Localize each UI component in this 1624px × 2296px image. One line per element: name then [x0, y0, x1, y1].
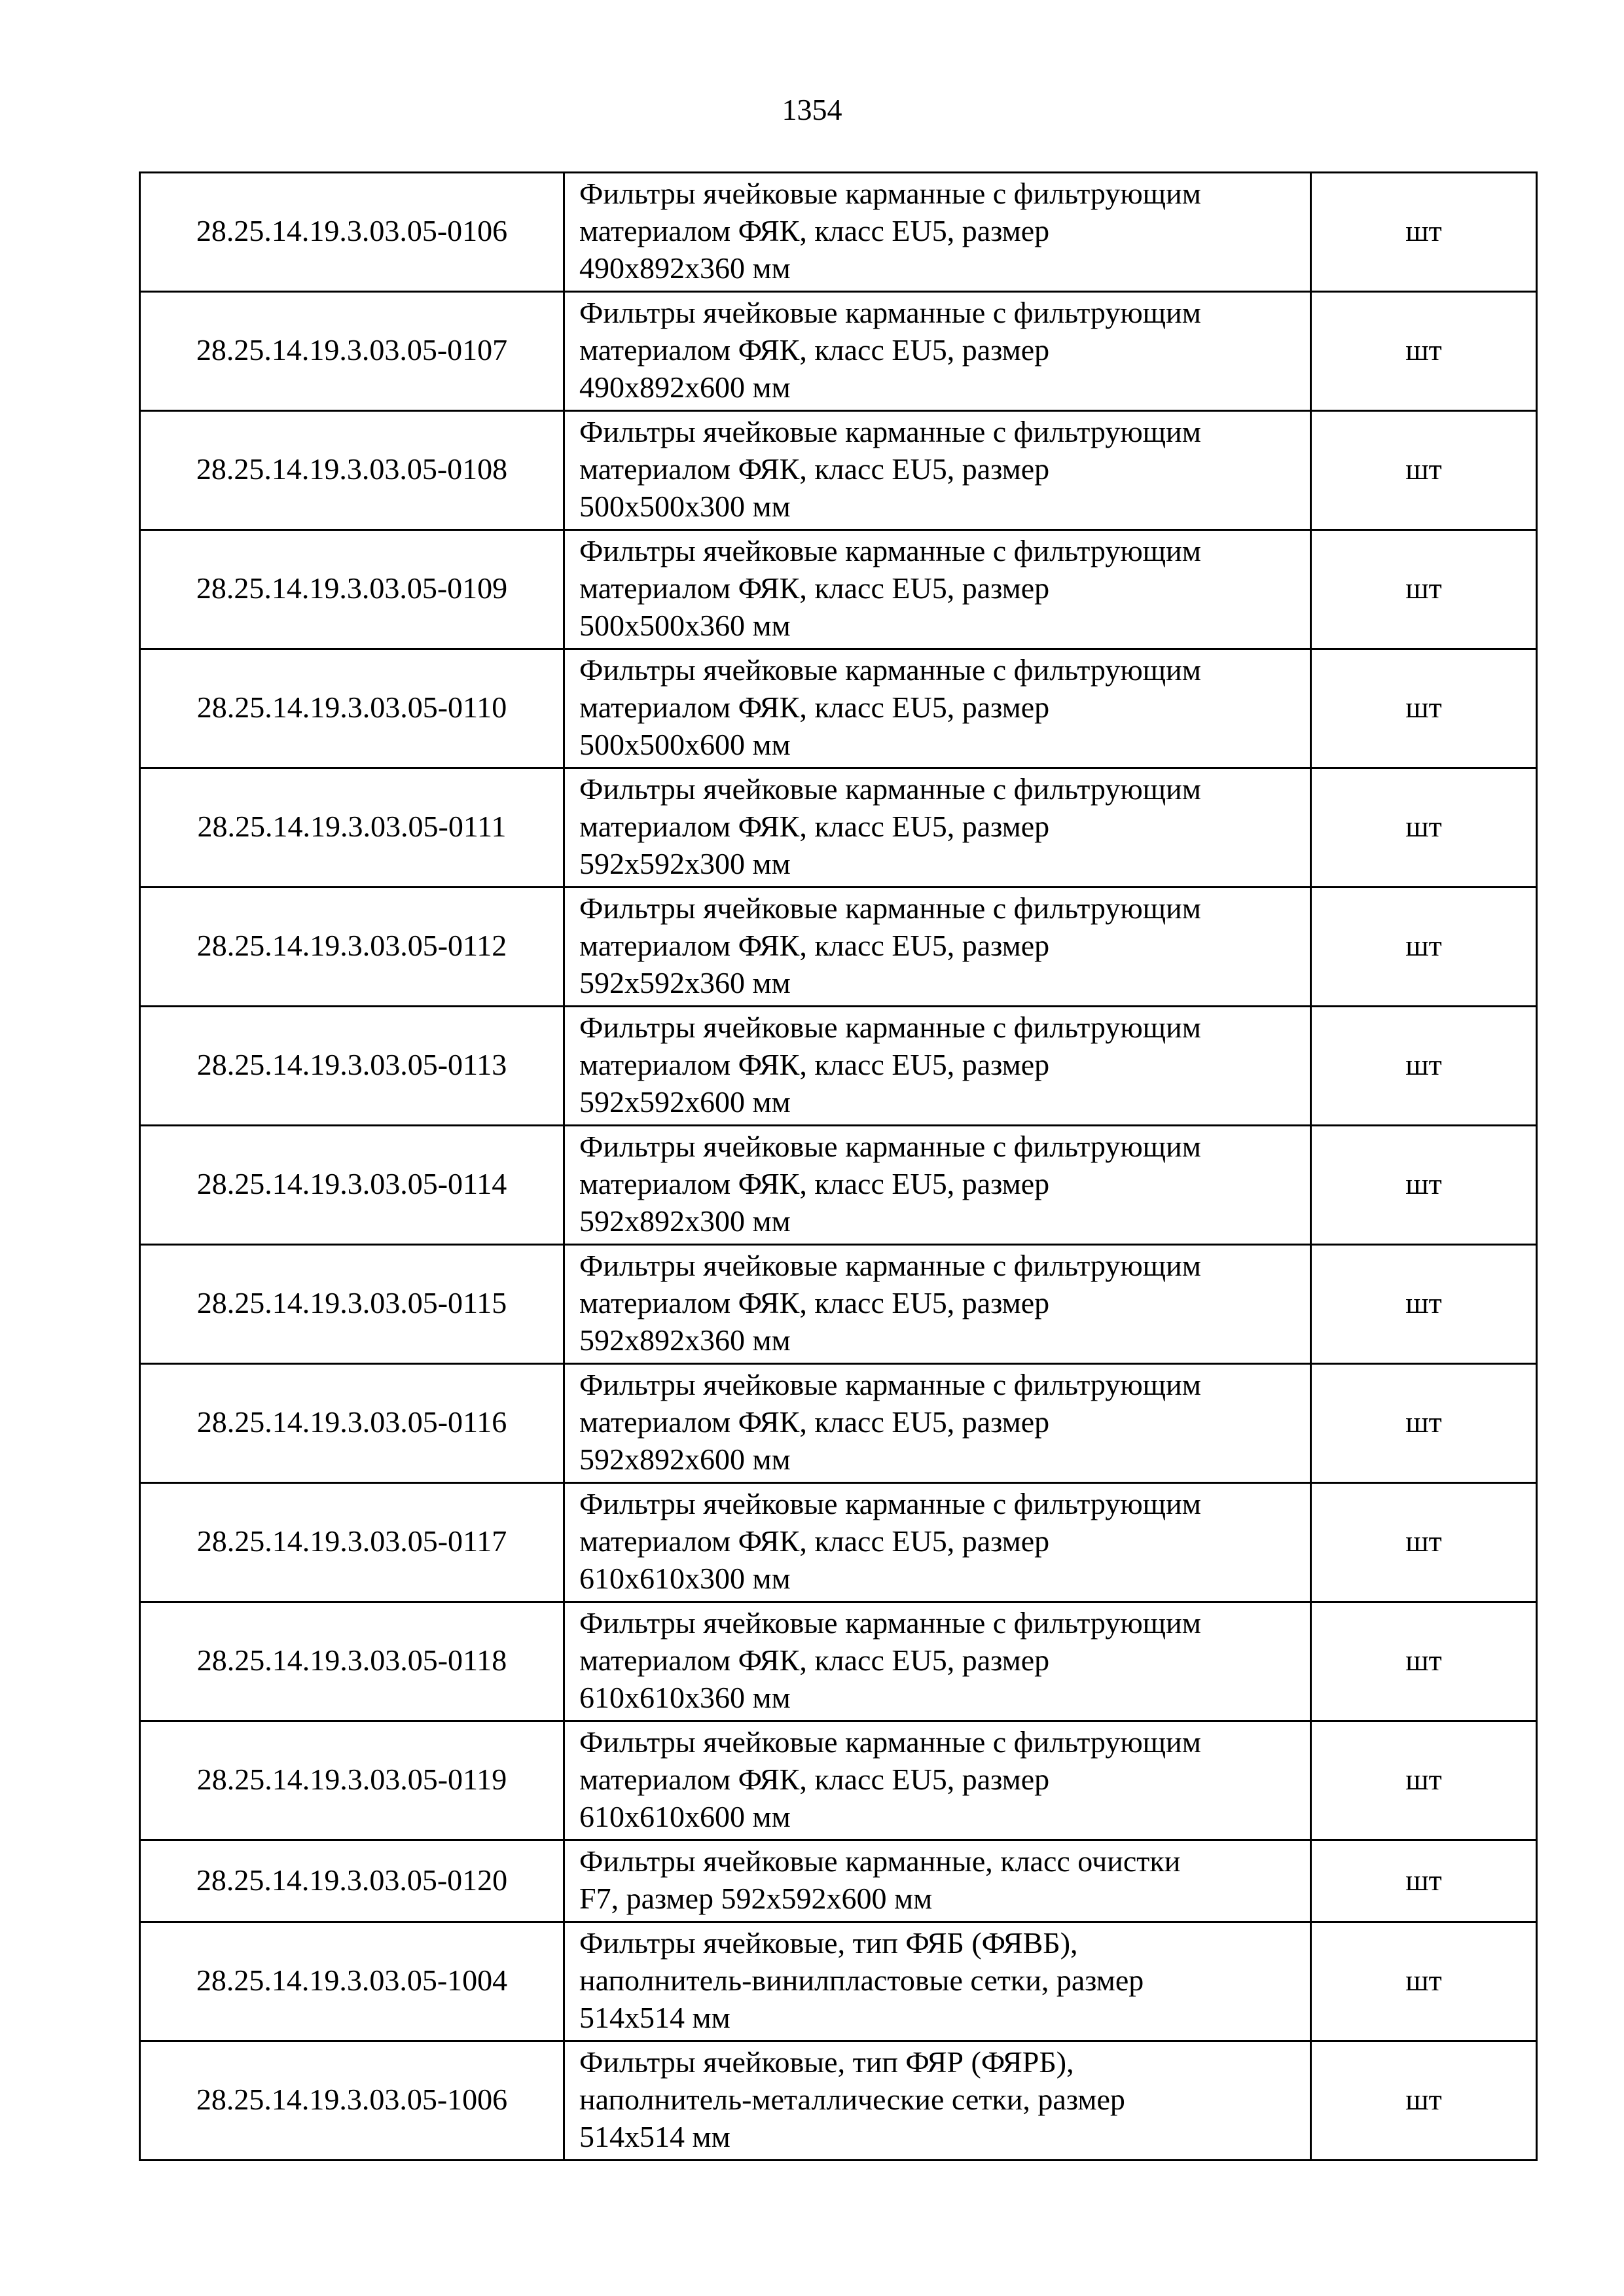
unit-of-measure: шт — [1311, 2041, 1537, 2161]
table-row — [140, 1721, 1537, 1840]
resource-name — [564, 1922, 1311, 2041]
resource-name-line: материалом ФЯК, класс EU5, размер — [579, 929, 1050, 962]
table-row — [140, 1007, 1537, 1126]
resource-name-line: Фильтры ячейковые карманные с фильтрующим — [579, 296, 1201, 329]
resource-name-line: 514x514 мм — [579, 2120, 731, 2153]
resource-name-line: Фильтры ячейковые карманные с фильтрующим — [579, 1249, 1201, 1282]
unit-of-measure: шт — [1311, 411, 1537, 530]
resource-name-line: материалом ФЯК, класс EU5, размер — [579, 1763, 1050, 1796]
resource-name-line: материалом ФЯК, класс EU5, размер — [579, 1643, 1050, 1677]
table-row — [140, 2041, 1537, 2161]
resource-name-line: наполнитель-винилпластовые сетки, размер — [579, 1964, 1144, 1997]
resource-name — [564, 888, 1311, 1007]
unit-of-measure: шт — [1311, 1364, 1537, 1483]
resource-code: 28.25.14.19.3.03.05-0116 — [140, 1364, 564, 1483]
resource-name-line: 490x892x600 мм — [579, 370, 791, 404]
resource-code: 28.25.14.19.3.03.05-1006 — [140, 2041, 564, 2161]
resource-name-line: материалом ФЯК, класс EU5, размер — [579, 691, 1050, 724]
resource-code: 28.25.14.19.3.03.05-0113 — [140, 1007, 564, 1126]
resource-name-line: материалом ФЯК, класс EU5, размер — [579, 1524, 1050, 1558]
resource-name-line: Фильтры ячейковые карманные с фильтрующим — [579, 1368, 1201, 1401]
resource-name-line: наполнитель-металлические сетки, размер — [579, 2083, 1125, 2116]
resource-name — [564, 1007, 1311, 1126]
resource-name-line: Фильтры ячейковые карманные с фильтрующим — [579, 1130, 1201, 1163]
resource-name-line: F7, размер 592x592x600 мм — [579, 1882, 933, 1915]
resource-code: 28.25.14.19.3.03.05-0118 — [140, 1602, 564, 1721]
table-row — [140, 1126, 1537, 1245]
resource-name-line: Фильтры ячейковые карманные с фильтрующим — [579, 653, 1201, 687]
resource-name-line: 610x610x360 мм — [579, 1681, 791, 1714]
resource-code: 28.25.14.19.3.03.05-0110 — [140, 649, 564, 768]
resource-name-line: материалом ФЯК, класс EU5, размер — [579, 571, 1050, 605]
table-row — [140, 1483, 1537, 1602]
table-row — [140, 1840, 1537, 1922]
resource-code: 28.25.14.19.3.03.05-0109 — [140, 530, 564, 649]
resource-name-line: материалом ФЯК, класс EU5, размер — [579, 810, 1050, 843]
table-row — [140, 1602, 1537, 1721]
resource-name-line: 500x500x300 мм — [579, 490, 791, 523]
resource-name-line: Фильтры ячейковые карманные с фильтрующим — [579, 415, 1201, 448]
resource-name — [564, 530, 1311, 649]
resource-code: 28.25.14.19.3.03.05-0115 — [140, 1245, 564, 1364]
resource-code: 28.25.14.19.3.03.05-0112 — [140, 888, 564, 1007]
resource-code: 28.25.14.19.3.03.05-0114 — [140, 1126, 564, 1245]
page-number: 1354 — [782, 93, 842, 126]
table-row — [140, 173, 1537, 292]
unit-of-measure: шт — [1311, 1721, 1537, 1840]
resource-name-line: 490x892x360 мм — [579, 251, 791, 285]
resource-name-line: Фильтры ячейковые карманные с фильтрующим — [579, 534, 1201, 567]
resource-name-line: Фильтры ячейковые карманные, класс очистки — [579, 1844, 1181, 1878]
resource-name — [564, 411, 1311, 530]
unit-of-measure: шт — [1311, 768, 1537, 888]
table-body — [140, 173, 1537, 2161]
resource-name — [564, 1364, 1311, 1483]
resource-name-line: Фильтры ячейковые карманные с фильтрующим — [579, 1725, 1201, 1759]
unit-of-measure: шт — [1311, 1007, 1537, 1126]
resource-name-line: 500x500x600 мм — [579, 728, 791, 761]
table-row — [140, 649, 1537, 768]
resource-name — [564, 1126, 1311, 1245]
resource-name — [564, 649, 1311, 768]
resource-name — [564, 292, 1311, 411]
resource-name-line: материалом ФЯК, класс EU5, размер — [579, 1167, 1050, 1200]
table-row — [140, 292, 1537, 411]
resource-name — [564, 768, 1311, 888]
resource-table — [139, 171, 1538, 2161]
table-row — [140, 768, 1537, 888]
resource-name-line: Фильтры ячейковые карманные с фильтрующим — [579, 891, 1201, 925]
unit-of-measure: шт — [1311, 1922, 1537, 2041]
unit-of-measure: шт — [1311, 1126, 1537, 1245]
unit-of-measure: шт — [1311, 292, 1537, 411]
resource-code: 28.25.14.19.3.03.05-0117 — [140, 1483, 564, 1602]
table-row — [140, 530, 1537, 649]
unit-of-measure: шт — [1311, 1483, 1537, 1602]
resource-name-line: материалом ФЯК, класс EU5, размер — [579, 333, 1050, 367]
resource-name-line: 592x892x360 мм — [579, 1323, 791, 1357]
resource-name-line: Фильтры ячейковые карманные с фильтрующим — [579, 1011, 1201, 1044]
table-row — [140, 411, 1537, 530]
resource-name-line: материалом ФЯК, класс EU5, размер — [579, 1286, 1050, 1319]
resource-name — [564, 1245, 1311, 1364]
unit-of-measure: шт — [1311, 173, 1537, 292]
resource-name-line: 592x592x300 мм — [579, 847, 791, 880]
unit-of-measure: шт — [1311, 1840, 1537, 1922]
resource-name-line: 500x500x360 мм — [579, 609, 791, 642]
table-row — [140, 888, 1537, 1007]
resource-name-line: 592x892x300 мм — [579, 1204, 791, 1238]
resource-code: 28.25.14.19.3.03.05-0107 — [140, 292, 564, 411]
resource-name-line: 592x892x600 мм — [579, 1443, 791, 1476]
resource-name — [564, 1840, 1311, 1922]
resource-code: 28.25.14.19.3.03.05-0111 — [140, 768, 564, 888]
unit-of-measure: шт — [1311, 888, 1537, 1007]
resource-name-line: Фильтры ячейковые, тип ФЯБ (ФЯВБ), — [579, 1926, 1078, 1960]
resource-name-line: 610x610x300 мм — [579, 1562, 791, 1595]
resource-name-line: 610x610x600 мм — [579, 1800, 791, 1833]
unit-of-measure: шт — [1311, 649, 1537, 768]
resource-code: 28.25.14.19.3.03.05-0120 — [140, 1840, 564, 1922]
table-row — [140, 1245, 1537, 1364]
resource-name-line: 592x592x600 мм — [579, 1085, 791, 1119]
resource-name — [564, 2041, 1311, 2161]
unit-of-measure: шт — [1311, 530, 1537, 649]
unit-of-measure: шт — [1311, 1245, 1537, 1364]
resource-name-line: 592x592x360 мм — [579, 966, 791, 999]
resource-name-line: Фильтры ячейковые карманные с фильтрующим — [579, 772, 1201, 806]
resource-name-line: материалом ФЯК, класс EU5, размер — [579, 1048, 1050, 1081]
resource-code: 28.25.14.19.3.03.05-1004 — [140, 1922, 564, 2041]
resource-code: 28.25.14.19.3.03.05-0108 — [140, 411, 564, 530]
resource-name — [564, 1721, 1311, 1840]
resource-name-line: Фильтры ячейковые карманные с фильтрующим — [579, 177, 1201, 210]
resource-name-line: Фильтры ячейковые карманные с фильтрующим — [579, 1487, 1201, 1520]
resource-name — [564, 1483, 1311, 1602]
resource-name-line: Фильтры ячейковые карманные с фильтрующим — [579, 1606, 1201, 1640]
resource-name-line: материалом ФЯК, класс EU5, размер — [579, 452, 1050, 486]
resource-name — [564, 173, 1311, 292]
resource-name-line: материалом ФЯК, класс EU5, размер — [579, 1405, 1050, 1439]
table-row — [140, 1364, 1537, 1483]
resource-name-line: Фильтры ячейковые, тип ФЯР (ФЯРБ), — [579, 2045, 1074, 2079]
resource-code: 28.25.14.19.3.03.05-0119 — [140, 1721, 564, 1840]
resource-name — [564, 1602, 1311, 1721]
resource-name-line: материалом ФЯК, класс EU5, размер — [579, 214, 1050, 247]
resource-name-line: 514x514 мм — [579, 2001, 731, 2034]
table-row — [140, 1922, 1537, 2041]
unit-of-measure: шт — [1311, 1602, 1537, 1721]
resource-code: 28.25.14.19.3.03.05-0106 — [140, 173, 564, 292]
